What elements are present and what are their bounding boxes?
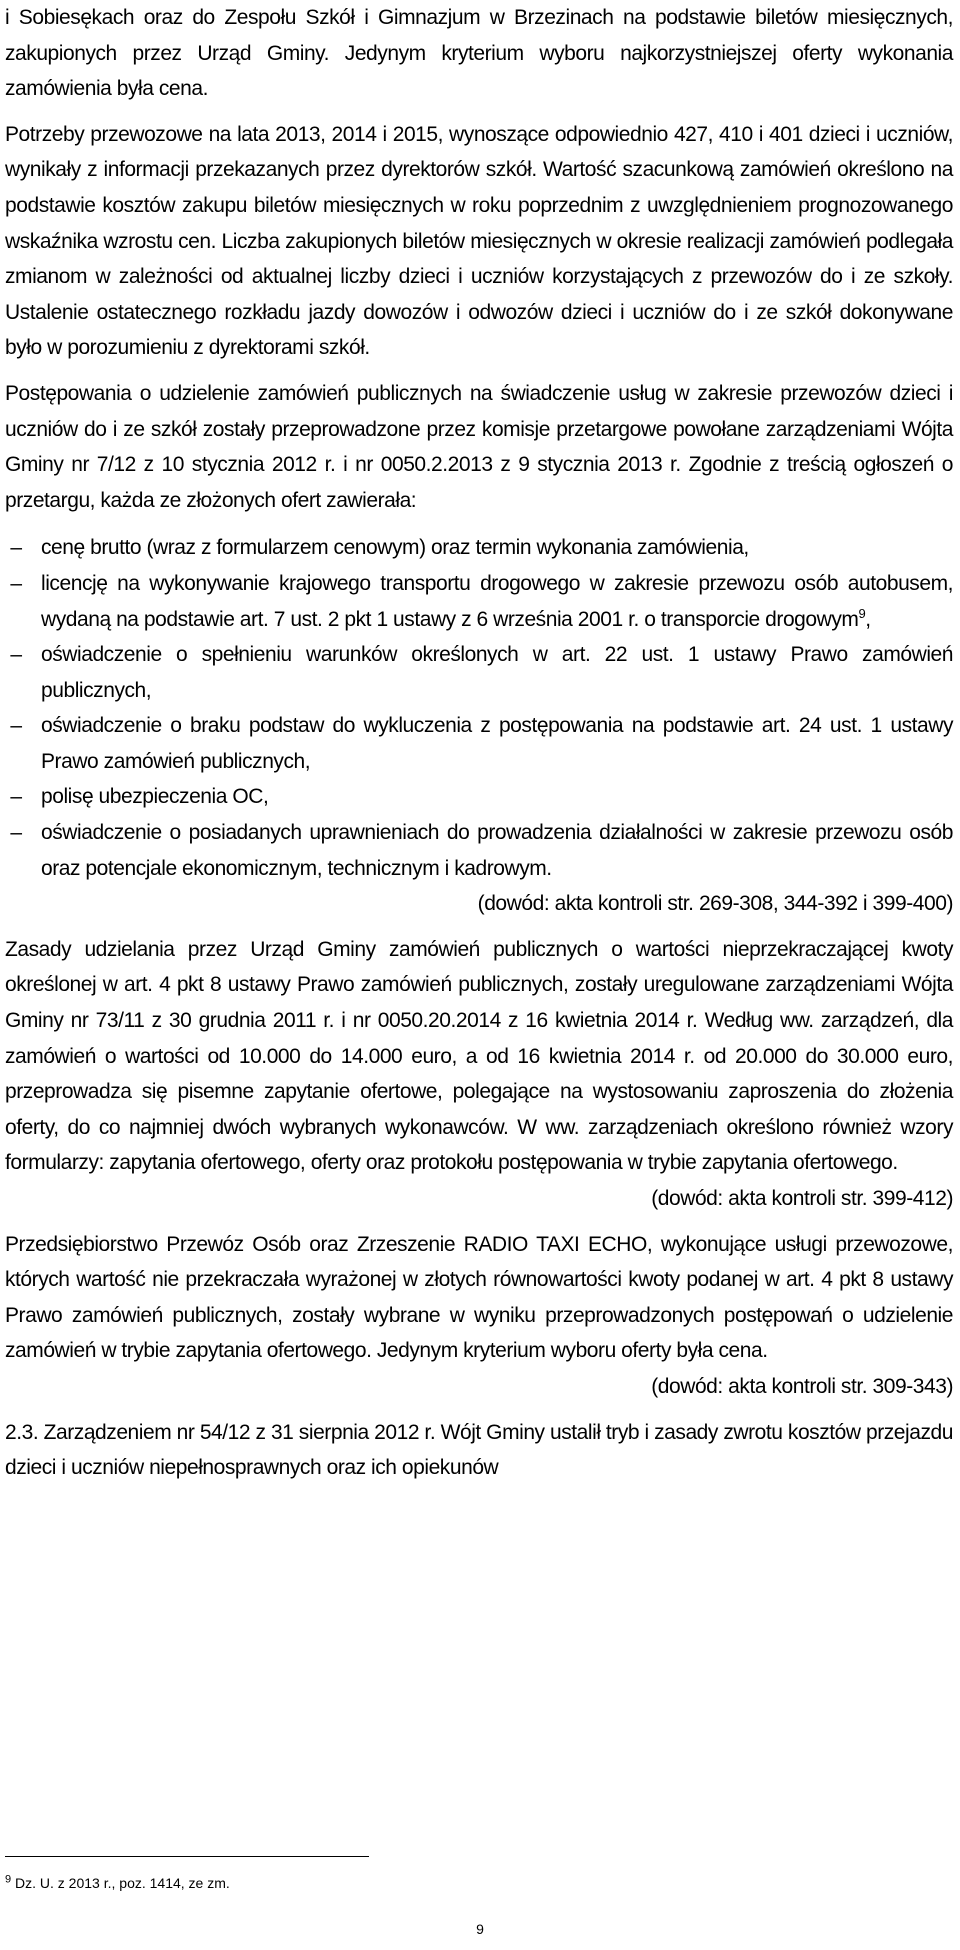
list-item-text: licencję na wykonywanie krajowego transportu drogowego w zakresie przewozu osób autobusem, wydaną na podstawie art. 7 ust. 2 pkt 1 ustawy z 6 września 2001 r. o transporcie drogowym — [41, 571, 953, 631]
paragraph: 2.3. Zarządzeniem nr 54/12 z 31 sierpnia 2012 r. Wójt Gminy ustalił tryb i zasady zwrotu kosztów przejazdu dzieci i uczniów niepełnosprawnych oraz ich opiekunów — [5, 1420, 953, 1480]
dash-bullet: – — [10, 643, 22, 667]
list-item-text: polisę ubezpieczenia OC, — [41, 785, 269, 809]
list-item-text-tail: , — [865, 607, 871, 631]
paragraph: Postępowania o udzielenie zamówień publicznych na świadczenie usług w zakresie przewozów dzieci i uczniów do i ze szkół zostały przeprowadzone przez komisje przetargowe powołane zarządzeniami Wójta Gminy nr 7/12 z 10 stycznia 2012 r. i nr 0050.2.2013 z 9 stycznia 2013 r. Zgodnie z treścią ogłoszeń o przetargu, każda ze złożonych ofert zawierała: — [5, 381, 953, 512]
list-item — [5, 530, 953, 566]
dash-bullet: – — [10, 536, 22, 560]
footnote-text: Dz. U. z 2013 r., poz. 1414, ze zm. — [11, 1875, 230, 1891]
footnote-mark: 9 — [5, 1873, 12, 1886]
paragraph: Przedsiębiorstwo Przewóz Osób oraz Zrzeszenie RADIO TAXI ECHO, wykonujące usługi przewozowe, których wartość nie przekraczała wyrażonej w złotych równowartości kwoty podanej w art. 4 pkt 8 ustawy Prawo zamówień publicznych, zostały wybrane w wyniku przeprowadzonych postępowań o udzielenie zamówień w trybie zapytania ofertowego. Jedynym kryterium wyboru oferty była cena. — [5, 1232, 953, 1363]
dash-bullet: – — [10, 785, 22, 809]
evidence-reference: (dowód: akta kontroli str. 309-343) — [651, 1374, 953, 1398]
dash-bullet: – — [10, 571, 22, 595]
list-item — [5, 566, 953, 637]
list-item — [5, 815, 953, 886]
footnote-reference[interactable]: 9 — [858, 605, 866, 621]
list-item-text: oświadczenie o spełnieniu warunków określonych w art. 22 ust. 1 ustawy Prawo zamówień publicznych, — [41, 643, 953, 702]
paragraph: Zasady udzielania przez Urząd Gminy zamówień publicznych o wartości nieprzekraczającej kwoty określonej w art. 4 pkt 8 ustawy Prawo zamówień publicznych, zostały uregulowane zarządzeniami Wójta Gminy nr 73/11 z 30 grudnia 2011 r. i nr 0050.20.2014 z 16 kwietnia 2014 r. Według ww. zarządzeń, dla zamówień o wartości od 10.000 do 14.000 euro, a od 16 kwietnia 2014 r. od 20.000 do 30.000 euro, przeprowadza się pisemne zapytanie ofertowe, polegające na wystosowaniu zaproszenia do złożenia oferty, do co najmniej dwóch wybranych wykonawców. W ww. zarządzeniach określono również wzory formularzy: zapytania ofertowego, oferty oraz protokołu postępowania w trybie zapytania ofertowego. — [5, 937, 953, 1175]
list-item-text: oświadczenie o posiadanych uprawnieniach do prowadzenia działalności w zakresie przewozu osób oraz potencjale ekonomicznym, technicznym i kadrowym. — [41, 821, 953, 880]
dash-bullet: – — [10, 821, 22, 845]
footnote-separator — [5, 1856, 369, 1857]
footnote — [5, 1874, 230, 1892]
list-item-text: oświadczenie o braku podstaw do wykluczenia z postępowania na podstawie art. 24 ust. 1 ustawy Prawo zamówień publicznych, — [41, 714, 953, 773]
dash-bullet: – — [10, 714, 22, 738]
list-item-text: cenę brutto (wraz z formularzem cenowym) oraz termin wykonania zamówienia, — [41, 536, 749, 560]
body-text — [5, 0, 953, 1486]
list-item — [5, 779, 953, 815]
page-number: 9 — [476, 1921, 484, 1937]
paragraph: i Sobiesękach oraz do Zespołu Szkół i Gimnazjum w Brzezinach na podstawie biletów miesięcznych, zakupionych przez Urząd Gminy. Jedynym kryterium wyboru najkorzystniejszej oferty wykonania zamówienia była cena. — [5, 6, 953, 101]
offer-requirements-list — [5, 530, 953, 886]
evidence-reference: (dowód: akta kontroli str. 269-308, 344-392 i 399-400) — [477, 892, 953, 916]
list-item — [5, 708, 953, 779]
list-item — [5, 637, 953, 708]
paragraph: Potrzeby przewozowe na lata 2013, 2014 i 2015, wynoszące odpowiednio 427, 410 i 401 dzieci i uczniów, wynikały z informacji przekazanych przez dyrektorów szkół. Wartość szacunkową zamówień określono na podstawie kosztów zakupu biletów miesięcznych w roku poprzednim z uwzględnieniem prognozowanego wskaźnika wzrostu cen. Liczba zakupionych biletów miesięcznych w okresie realizacji zamówień podlegała zmianom w zależności od aktualnej liczby dzieci i uczniów korzystających z przewozów do i ze szkoły. Ustalenie ostatecznego rozkładu jazdy dowozów i odwozów dzieci i uczniów do i ze szkół dokonywane było w porozumieniu z dyrektorami szkół. — [5, 122, 953, 360]
evidence-reference: (dowód: akta kontroli str. 399-412) — [651, 1187, 953, 1210]
